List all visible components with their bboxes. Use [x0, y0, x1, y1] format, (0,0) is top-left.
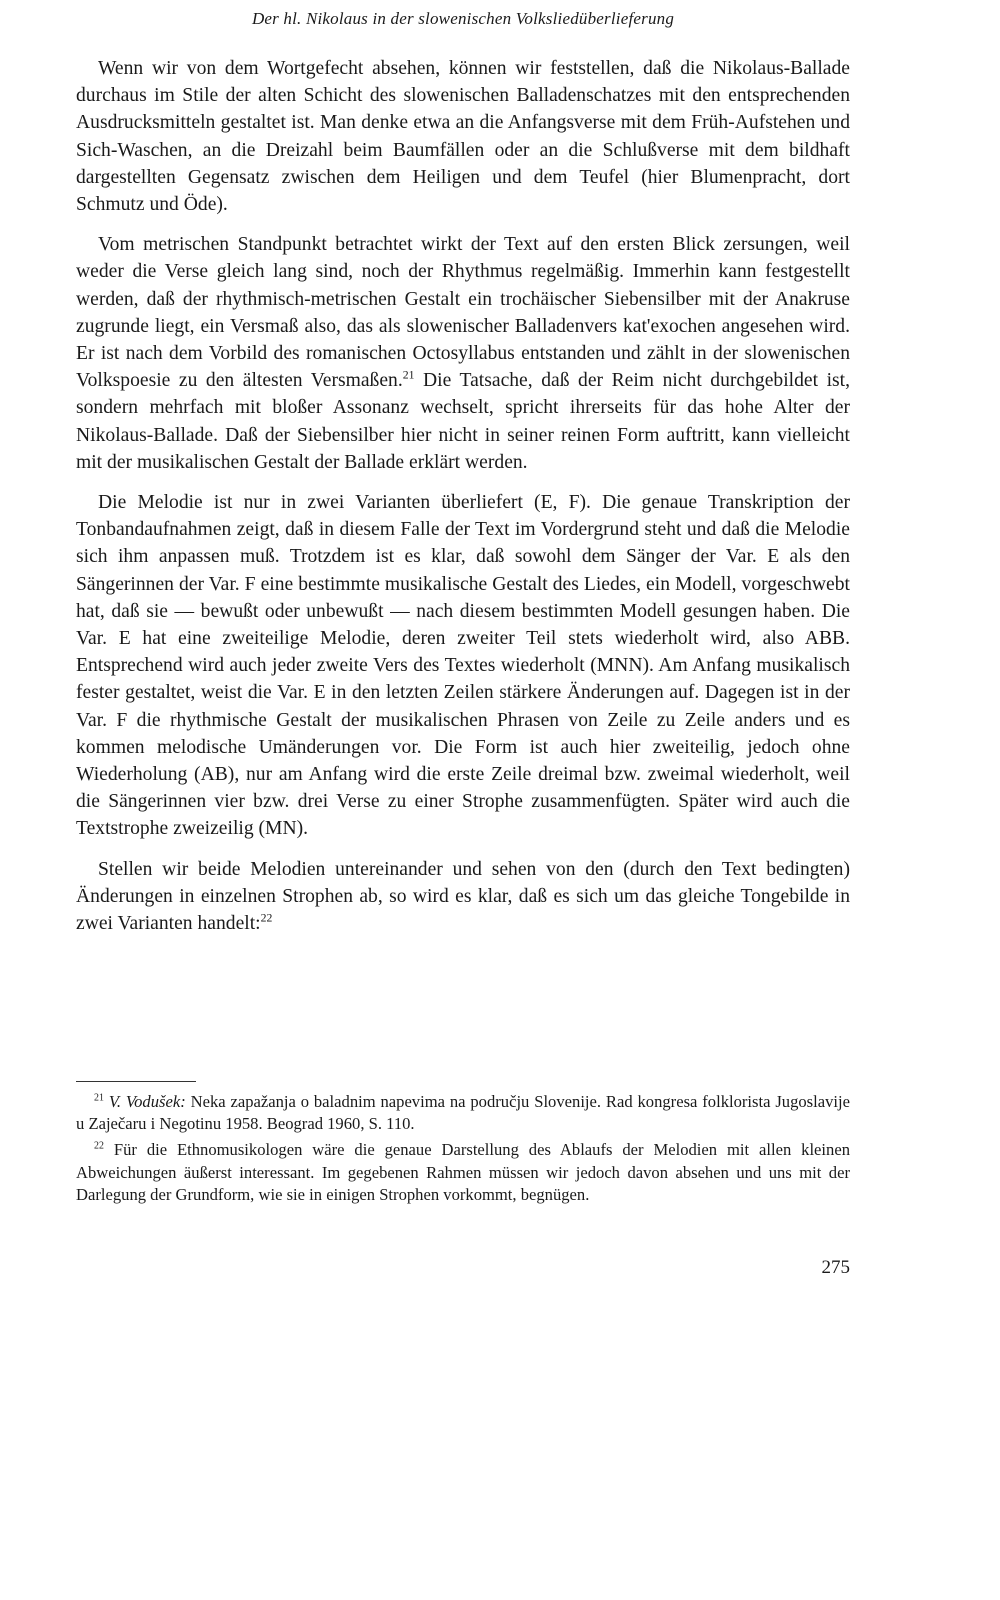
paragraph-2-part-b: Die Tatsache, daß der Reim nicht durchgebildet ist, sondern mehrfach mit bloßer Assonanz wechselt, spricht ihrerseits für das hohe Alter der Nikolaus-Ballade. Daß der Siebensilber hier nicht in seiner reinen Form auftritt, kann vielleicht mit der musikalischen Gestalt der Ballade erklärt werden. [76, 370, 850, 473]
footnote-number: 21 [94, 1092, 104, 1104]
footnote-text: Für die Ethnomusikologen wäre die genaue Darstellung des Ablaufs der Melodien mit allen kleinen Abweichungen äußerst interessant. Im gegebenen Rahmen müssen wir jedoch davon absehen und uns mit der Darlegung der Grundform, wie sie in einigen Strophen vorkommt, begnügen. [76, 1140, 850, 1204]
footnote-text: Neka zapažanja o baladnim napevima na području Slovenije. Rad kongresa folklorista Jugoslavije u Zaječaru i Negotinu 1958. Beograd 1960, S. 110. [76, 1092, 850, 1134]
footnote-author: V. Vodušek: [108, 1092, 186, 1111]
paragraph-3: Die Melodie ist nur in zwei Varianten überliefert (E, F). Die genaue Transkription der Tonbandaufnahmen zeigt, daß in diesem Falle der Text im Vordergrund steht und daß die Melodie sich ihm anpassen muß. Trotzdem ist es klar, daß sowohl dem Sänger der Var. E als den Sängerinnen der Var. F eine bestimmte musikalische Gestalt des Liedes, ein Modell, vorgeschwebt hat, daß sie — bewußt oder unbewußt — nach diesem bestimmten Modell gesungen haben. Die Var. E hat eine zweiteilige Melodie, deren zweiter Teil stets wiederholt wird, also ABB. Entsprechend wird auch jeder zweite Vers des Textes wiederholt (MNN). Am Anfang musikalisch fester gestaltet, weist die Var. E in den letzten Zeilen stärkere Änderungen auf. Dagegen ist in der Var. F die rhythmische Gestalt der musikalischen Phrasen von Zeile zu Zeile anders und es kommen melodische Umänderungen vor. Die Form ist auch hier zweiteilig, jedoch ohne Wiederholung (AB), nur am Anfang wird die erste Zeile dreimal bzw. zweimal wiederholt, weil die Sängerinnen vier bzw. drei Verse zu einer Strophe zusammenfügten. Später wird auch die Textstrophe zweizeilig (MN). [76, 492, 850, 840]
paragraph-4-text: Stellen wir beide Melodien untereinander und sehen von den (durch den Text bedingten) Änderungen in einzelnen Strophen ab, so wird es klar, daß es sich um das gleiche Tongebilde in zwei Varianten handelt: [76, 858, 850, 935]
footnote-number: 22 [94, 1140, 104, 1152]
paragraph-2 [76, 231, 850, 476]
paragraph-1: Wenn wir von dem Wortgefecht absehen, können wir feststellen, daß die Nikolaus-Ballade durchaus im Stile der alten Schicht des slowenischen Balladenschatzes mit den entsprechenden Ausdrucksmitteln gestaltet ist. Man denke etwa an die Anfangsverse mit dem Früh-Aufstehen und Sich-Waschen, an die Dreizahl beim Baumfällen oder an die Schlußverse mit dem bildhaft dargestellten Gegensatz zwischen dem Heiligen und dem Teufel (hier Blumenpracht, dort Schmutz und Öde). [76, 58, 850, 216]
page-number: 275 [821, 1257, 850, 1278]
footnote-ref-22[interactable]: 22 [260, 911, 273, 925]
running-head: Der hl. Nikolaus in der slowenischen Volksliedüberlieferung [251, 9, 675, 28]
paragraph-4 [76, 856, 850, 938]
footnote-divider [76, 1081, 196, 1082]
paragraph-2-part-a: Vom metrischen Standpunkt betrachtet wirkt der Text auf den ersten Blick zersungen, weil weder die Verse gleich lang sind, noch der Rhythmus regelmäßig. Immerhin kann festgestellt werden, daß der rhythmisch-metrischen Gestalt ein trochäischer Siebensilber mit der Anakruse zugrunde liegt, ein Versmaß also, das als slowenischer Balladenvers kat'exochen angesehen wird. Er ist nach dem Vorbild des romanischen Octosyllabus entstanden und zählt in der slowenischen Volkspoesie zu den ältesten Versmaßen. [76, 234, 850, 392]
footnote-21 [76, 1091, 850, 1135]
footnote-22 [76, 1139, 850, 1206]
body-text [76, 55, 850, 950]
footnotes [76, 1091, 850, 1210]
footnote-ref-21[interactable]: 21 [402, 368, 415, 382]
